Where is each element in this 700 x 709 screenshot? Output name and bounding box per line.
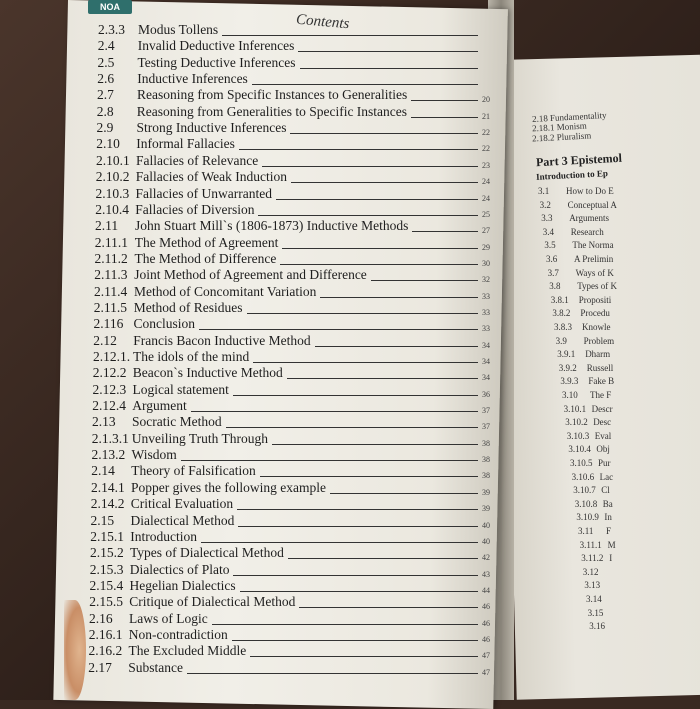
- toc-page-number: 46: [482, 602, 490, 612]
- toc-page-number: 33: [482, 324, 490, 334]
- toc-number: 2.11.4: [94, 283, 128, 299]
- toc-title: Testing Deductive Inferences: [137, 54, 296, 70]
- toc-number: 2.11.5: [93, 299, 127, 315]
- right-toc-row: [580, 540, 616, 550]
- right-toc-number: 3.9: [555, 335, 567, 346]
- right-toc-row: [586, 594, 614, 604]
- toc-number: 2.11.3: [94, 267, 128, 283]
- toc-page-number: 43: [482, 569, 490, 579]
- right-toc-number: 3.10.2: [565, 417, 588, 428]
- right-toc-number: 3.9.1: [557, 349, 576, 360]
- toc-number: 2.10.4: [95, 201, 129, 217]
- right-toc-number: 2.18.1: [531, 122, 558, 134]
- right-toc-title: Pluralism: [556, 130, 592, 143]
- right-toc-row: [551, 295, 612, 305]
- right-toc-row: [572, 472, 614, 482]
- toc-title: Logical statement: [132, 381, 229, 397]
- right-toc-number: 2.18: [531, 113, 551, 124]
- right-toc-title: Lac: [599, 471, 614, 482]
- toc-number: 2.16.2: [88, 643, 123, 659]
- toc-title: Dialectics of Plato: [129, 561, 230, 577]
- right-toc-number: 3.8.3: [554, 322, 572, 332]
- toc-page-number: 27: [482, 226, 490, 236]
- toc-title: Critique of Dialectical Method: [129, 594, 296, 610]
- toc-number: 2.116: [93, 316, 124, 332]
- toc-page-number: 42: [482, 553, 490, 563]
- right-toc-row: [554, 322, 611, 332]
- right-toc-number: 3.8.1: [550, 294, 569, 305]
- toc-page-number: 24: [482, 193, 490, 203]
- right-toc-title: Procedu: [580, 308, 610, 319]
- toc-title: The Excluded Middle: [128, 643, 247, 659]
- right-toc-row: [567, 431, 612, 441]
- page-title: Contents: [295, 11, 350, 33]
- toc-number: 2.16: [89, 610, 113, 626]
- right-toc-row: [560, 376, 614, 386]
- toc-page-number: 23: [482, 160, 490, 170]
- right-toc-number: 3.10.3: [566, 430, 590, 441]
- right-toc-title: Monism: [556, 120, 587, 133]
- right-toc-number: 3.10: [562, 390, 578, 400]
- toc-title: Beacon`s Inductive Method: [132, 365, 283, 381]
- toc-title: Critical Evaluation: [130, 496, 234, 512]
- right-toc-number: 2.18.2: [531, 132, 558, 144]
- toc-page-number: 47: [482, 667, 490, 677]
- right-toc-number: 3.5: [544, 240, 556, 251]
- toc-title: Theory of Falsification: [131, 463, 256, 479]
- toc-page-number: 38: [482, 438, 490, 448]
- toc-number: 2.8: [96, 103, 114, 119]
- toc-number: 2.15.1: [90, 528, 124, 544]
- right-toc-title: Eval: [594, 430, 612, 441]
- toc-number: 2.15.5: [89, 594, 123, 610]
- toc-title: Laws of Logic: [129, 610, 208, 626]
- toc-number: 2.6: [97, 71, 115, 87]
- toc-title: The Method of Difference: [134, 250, 277, 266]
- toc-page-number: 38: [482, 455, 490, 465]
- right-toc-row: [544, 240, 613, 250]
- toc-page-number: 39: [482, 487, 490, 497]
- toc-number: 2.10.3: [95, 185, 130, 201]
- right-toc-row: [538, 186, 614, 196]
- toc-title: Dialectical Method: [130, 512, 235, 528]
- toc-number: 2.12.2: [92, 365, 127, 381]
- right-toc-row: [568, 444, 610, 454]
- right-toc-number: 3.11: [578, 526, 594, 536]
- toc-title: Reasoning from Generalities to Specific Instances: [136, 103, 408, 119]
- toc-page-number: 24: [482, 177, 490, 187]
- toc-page-number: 44: [482, 585, 490, 595]
- toc-title: Fallacies of Relevance: [136, 152, 259, 168]
- toc-page-number: 46: [482, 618, 490, 628]
- toc-number: 2.12.1.: [93, 349, 131, 364]
- toc-page-number: 33: [482, 307, 490, 317]
- toc-page-number: 46: [482, 634, 490, 644]
- toc-title: Fallacies of Weak Induction: [135, 169, 287, 185]
- right-toc-title: Ba: [602, 498, 613, 509]
- right-toc-title: Obj: [596, 444, 610, 455]
- toc-page-number: 32: [482, 275, 490, 285]
- right-toc-title: I: [609, 553, 613, 564]
- toc-page-number: 33: [482, 291, 490, 301]
- toc-page-number: 37: [482, 422, 490, 432]
- right-toc-row: [584, 580, 612, 590]
- toc-page-number: 39: [482, 504, 490, 514]
- right-toc-title: Cl: [601, 485, 610, 496]
- right-toc-row: [570, 458, 611, 468]
- right-toc-number: 3.7: [547, 267, 559, 278]
- right-toc-title: Arguments: [569, 213, 610, 224]
- toc-page-number: 47: [482, 651, 490, 661]
- toc-title: Argument: [132, 398, 187, 414]
- right-toc-number: 3.11.1: [579, 539, 602, 550]
- toc-title: The idols of the mind: [133, 349, 250, 364]
- toc-title: Types of Dialectical Method: [130, 545, 284, 561]
- toc-page-number: 22: [482, 128, 490, 138]
- right-toc-row: [565, 417, 611, 427]
- right-toc-number: 3.8: [549, 281, 561, 292]
- right-toc-row: [557, 349, 610, 359]
- toc-number: 2.15.2: [90, 545, 124, 561]
- toc-title: Francis Bacon Inductive Method: [133, 332, 311, 348]
- right-toc-title: Knowle: [582, 322, 611, 332]
- toc-page-number: 40: [482, 536, 490, 546]
- right-toc-row: [589, 621, 617, 631]
- right-toc-number: 3.3: [541, 213, 553, 224]
- right-toc-row: [578, 526, 611, 536]
- right-toc-title: M: [607, 539, 616, 550]
- part-title: Part 3 Epistemol: [535, 150, 623, 170]
- toc-title: The Method of Agreement: [134, 234, 279, 250]
- toc-number: 2.11.1: [94, 234, 128, 250]
- toc-title: Non-contradiction: [128, 626, 228, 642]
- toc-number: 2.17: [88, 659, 112, 675]
- toc-page-number: 22: [482, 144, 490, 154]
- toc-title: Introduction: [130, 528, 197, 544]
- toc-title: Inductive Inferences: [137, 71, 248, 87]
- toc-title: Unveiling Truth Through: [131, 430, 269, 446]
- toc-number: 2.5: [97, 54, 115, 70]
- toc-title: Method of Concomitant Variation: [134, 283, 317, 299]
- toc-number: 2.16.1: [88, 626, 123, 642]
- toc-title: Joint Method of Agreement and Difference: [134, 267, 367, 283]
- toc-page-number: 34: [482, 340, 490, 350]
- right-toc-number: 3.13: [584, 580, 601, 591]
- toc-page-number: 29: [482, 242, 490, 252]
- toc-number: 2.12.3: [92, 381, 127, 397]
- toc-title: Strong Inductive Inferences: [136, 120, 287, 136]
- right-toc-row: [581, 553, 612, 563]
- toc-title: Conclusion: [133, 316, 196, 332]
- toc-number: 2.4: [97, 38, 115, 54]
- toc-page-number: 37: [482, 406, 490, 416]
- right-toc-title: Dharm: [585, 349, 611, 360]
- right-toc-number: 3.10.8: [574, 498, 598, 509]
- toc-title: John Stuart Mill`s (1806-1873) Inductive Methods: [135, 218, 409, 234]
- right-toc-row: [583, 567, 611, 577]
- right-toc-number: 3.2: [539, 199, 551, 210]
- right-toc-number: 3.10.6: [571, 471, 595, 482]
- right-toc-number: 3.6: [546, 254, 558, 264]
- toc-title: Popper gives the following example: [131, 479, 326, 495]
- right-toc-number: 3.10.1: [563, 403, 587, 414]
- toc-page-number: 38: [482, 471, 490, 481]
- right-toc-number: 3.10.5: [570, 458, 593, 468]
- right-toc-row: [564, 404, 613, 414]
- right-toc-row: [546, 254, 613, 264]
- right-toc-title: Descr: [591, 403, 613, 414]
- thumb: [64, 600, 86, 700]
- toc-number: 2.15.4: [89, 577, 124, 593]
- toc-number: 2.13.2: [91, 447, 126, 463]
- right-toc-number: 3.9.3: [560, 376, 579, 387]
- right-toc-row: [552, 308, 610, 318]
- right-toc-title: Desc: [593, 417, 612, 428]
- right-toc-title: How to Do E: [566, 186, 614, 196]
- toc-number: 2.14.1: [91, 479, 125, 495]
- right-toc-number: 3.9.2: [558, 362, 577, 373]
- toc-title: Informal Fallacies: [136, 136, 235, 152]
- right-toc-row: [532, 130, 592, 143]
- right-toc-row: [573, 485, 610, 495]
- right-toc-title: Research: [570, 226, 604, 237]
- toc-number: 2.15.3: [89, 561, 124, 577]
- toc-number: 2.14: [91, 463, 115, 479]
- right-toc-title: Problem: [583, 335, 615, 346]
- toc-title: Substance: [128, 659, 183, 675]
- toc-page-number: 30: [482, 258, 490, 268]
- right-toc-number: 3.11.2: [581, 553, 604, 564]
- right-toc-title: In: [604, 512, 612, 523]
- intro-title: Introduction to Ep: [535, 168, 609, 182]
- right-toc-title: F: [606, 526, 612, 536]
- toc-number: 2.12.4: [92, 398, 126, 414]
- right-toc-title: Russell: [586, 362, 614, 373]
- toc-number: 2.10: [96, 136, 120, 152]
- toc-page-number: 21: [482, 111, 490, 121]
- toc-title: Wisdom: [131, 447, 177, 463]
- toc-title: Invalid Deductive Inferences: [137, 38, 295, 54]
- toc-number: 2.14.2: [90, 496, 125, 512]
- right-toc-number: 3.14: [586, 594, 602, 604]
- toc-number: 2.12: [93, 332, 117, 348]
- logo-text: NOA: [100, 2, 120, 12]
- toc-number: 2.10.1: [96, 152, 130, 168]
- right-toc-row: [543, 227, 604, 237]
- right-toc-row: [541, 213, 609, 223]
- toc-title: Modus Tollens: [138, 22, 219, 37]
- toc-number: 2.11: [95, 218, 119, 234]
- toc-page-number: 34: [482, 357, 490, 366]
- right-toc-row: [575, 499, 613, 509]
- toc-number: 2.7: [97, 87, 114, 103]
- toc-page-number: 20: [482, 95, 490, 105]
- right-toc-number: 3.10.7: [573, 485, 596, 496]
- right-toc-row: [548, 268, 614, 278]
- right-toc-number: 3.10.4: [568, 444, 591, 455]
- right-toc-number: 3.16: [589, 621, 605, 632]
- toc-page-number: 25: [482, 209, 490, 219]
- right-toc-title: Fake B: [588, 376, 615, 387]
- right-toc-row: [576, 512, 612, 522]
- right-toc-title: Fundamentality: [549, 110, 607, 124]
- toc-page-number: 40: [482, 520, 490, 530]
- toc-title: Fallacies of Unwarranted: [135, 185, 272, 201]
- right-toc-title: Types of K: [577, 281, 618, 292]
- toc-page-number: 36: [482, 389, 490, 399]
- toc-number: 2.11.2: [94, 250, 128, 266]
- right-toc-title: A Prelimin: [574, 254, 614, 264]
- toc-title: Socratic Method: [132, 414, 222, 430]
- toc-number: 2.1.3.1: [91, 430, 129, 446]
- right-toc-number: 3.1: [538, 186, 550, 196]
- toc-number: 2.13: [92, 414, 116, 430]
- right-toc-title: The Norma: [572, 240, 614, 251]
- toc-title: Fallacies of Diversion: [135, 201, 255, 217]
- right-toc-title: Propositi: [578, 294, 612, 305]
- right-toc-number: 3.4: [542, 226, 555, 237]
- toc-number: 2.3.3: [98, 22, 125, 37]
- right-toc-title: Ways of K: [575, 267, 614, 278]
- toc-number: 2.10.2: [95, 169, 130, 185]
- toc-page-number: 34: [482, 373, 490, 383]
- right-toc-row: [556, 336, 615, 346]
- right-toc-row: [588, 608, 616, 618]
- right-toc-row: [549, 281, 617, 291]
- toc-title: Hegelian Dialectics: [129, 577, 236, 593]
- right-toc-number: 3.10.9: [576, 512, 599, 523]
- right-toc-number: 3.8.2: [552, 308, 571, 319]
- right-toc-row: [562, 390, 611, 400]
- right-toc-title: The F: [590, 390, 612, 400]
- right-toc-number: 3.15: [587, 607, 604, 618]
- right-toc-number: 3.12: [582, 566, 599, 577]
- right-toc-row: [559, 363, 614, 373]
- toc-number: 2.15: [90, 512, 115, 528]
- right-toc-title: Pur: [598, 458, 611, 468]
- toc-title: Reasoning from Specific Instances to Generalities: [137, 87, 408, 103]
- toc-title: Method of Residues: [133, 299, 243, 315]
- right-toc-title: Conceptual A: [567, 199, 617, 210]
- toc-number: 2.9: [96, 120, 114, 136]
- right-toc-row: [540, 200, 617, 210]
